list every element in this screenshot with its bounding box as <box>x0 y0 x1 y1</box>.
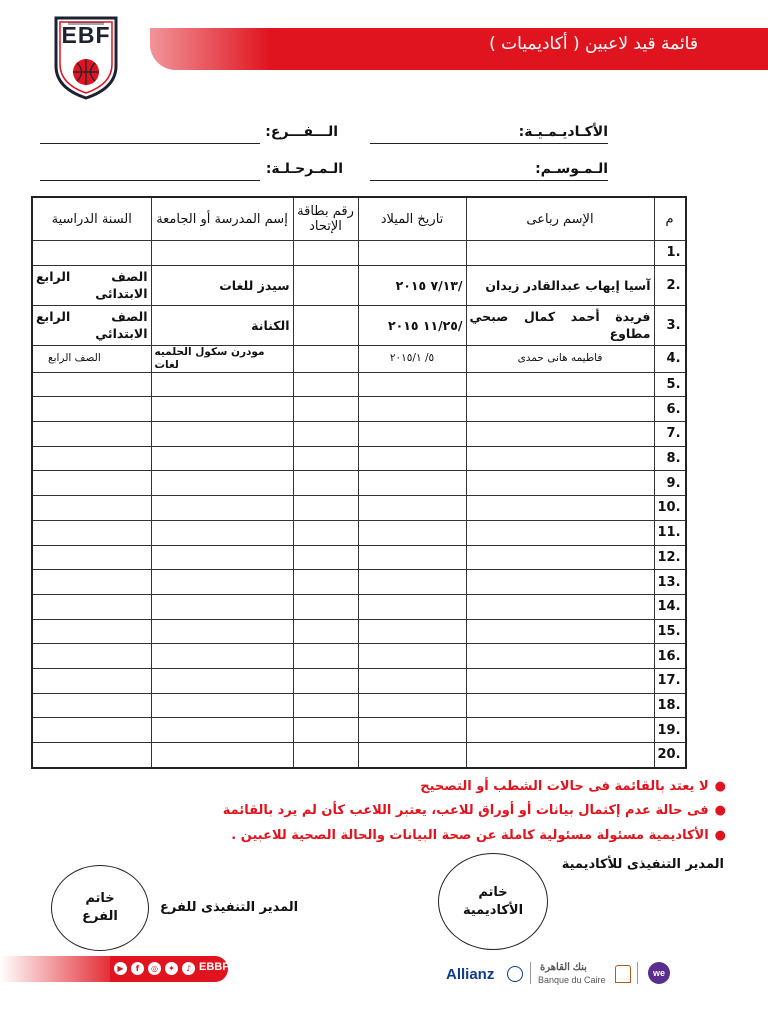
table-row <box>32 265 686 305</box>
row-index: .15 <box>654 619 686 644</box>
season-label: الـمـوسـم: <box>535 161 608 177</box>
birth-date-text: ٥/ ٢٠١٥/١ <box>389 352 435 365</box>
birth-date[interactable] <box>358 446 466 471</box>
birth-date[interactable] <box>358 668 466 693</box>
academy-label: الأكـاديـمـيـة: <box>518 124 608 140</box>
school-name[interactable] <box>151 718 293 743</box>
branch-director-label: المدير التنفيذى للفرع <box>160 900 299 915</box>
school-year[interactable] <box>32 668 151 693</box>
school-year[interactable] <box>32 471 151 496</box>
player-name[interactable] <box>466 397 654 422</box>
school-name[interactable] <box>151 446 293 471</box>
table-row <box>32 471 686 496</box>
school-name[interactable] <box>151 265 293 305</box>
header-year: السنة الدراسية <box>32 197 151 241</box>
school-year[interactable] <box>32 265 151 305</box>
row-index: .8 <box>654 446 686 471</box>
birth-date[interactable] <box>358 496 466 521</box>
branch-stamp: خاتم الفرع <box>51 865 149 951</box>
school-name[interactable] <box>151 520 293 545</box>
table-row <box>32 241 686 266</box>
player-name[interactable] <box>466 718 654 743</box>
school-name[interactable] <box>151 372 293 397</box>
school-year[interactable] <box>32 594 151 619</box>
player-name[interactable] <box>466 594 654 619</box>
school-name[interactable] <box>151 668 293 693</box>
player-name-text: فاطيمه هانى حمدى <box>517 352 603 365</box>
birth-date-text: /٧/١٣ ٢٠١٥ <box>395 277 463 293</box>
we-logo: we <box>648 962 670 984</box>
school-year[interactable] <box>32 545 151 570</box>
federation-card[interactable] <box>293 241 358 266</box>
birth-date[interactable] <box>358 345 466 372</box>
school-name-text: مودرن سكول الحلميه لغات <box>154 345 265 371</box>
sponsor-divider-2 <box>637 962 638 984</box>
player-name[interactable] <box>466 345 654 372</box>
school-name[interactable] <box>151 743 293 768</box>
school-year[interactable] <box>32 619 151 644</box>
table-row <box>32 644 686 669</box>
logo-text: EBF <box>61 22 111 48</box>
school-name[interactable] <box>151 619 293 644</box>
table-row <box>32 594 686 619</box>
school-year[interactable] <box>32 693 151 718</box>
school-year[interactable] <box>32 305 151 345</box>
school-name[interactable] <box>151 693 293 718</box>
school-year[interactable] <box>32 372 151 397</box>
players-table <box>31 196 687 769</box>
school-name[interactable] <box>151 545 293 570</box>
birth-date[interactable] <box>358 570 466 595</box>
school-name[interactable] <box>151 241 293 266</box>
player-name[interactable] <box>466 545 654 570</box>
birth-date[interactable] <box>358 305 466 345</box>
twitter-icon[interactable]: ✦ <box>165 962 178 975</box>
school-name-text: سيدز للغات <box>219 277 290 293</box>
school-year[interactable] <box>32 446 151 471</box>
birth-date[interactable] <box>358 619 466 644</box>
school-year[interactable] <box>32 743 151 768</box>
sponsor-divider <box>530 962 531 984</box>
school-name[interactable] <box>151 397 293 422</box>
table-row <box>32 743 686 768</box>
school-name[interactable] <box>151 345 293 372</box>
table-row <box>32 520 686 545</box>
header-school: إسم المدرسة أو الجامعة <box>151 197 293 241</box>
stage-field[interactable] <box>40 180 260 181</box>
footer-band-fade <box>0 956 112 982</box>
table-row <box>32 305 686 345</box>
birth-date[interactable] <box>358 545 466 570</box>
table-row <box>32 496 686 521</box>
school-year[interactable] <box>32 496 151 521</box>
player-name[interactable] <box>466 241 654 266</box>
federation-card[interactable] <box>293 570 358 595</box>
birth-date[interactable] <box>358 594 466 619</box>
birth-date[interactable] <box>358 397 466 422</box>
player-name[interactable] <box>466 305 654 345</box>
birth-date[interactable] <box>358 372 466 397</box>
birth-date[interactable] <box>358 693 466 718</box>
season-field[interactable] <box>370 180 608 181</box>
row-index: .1 <box>654 241 686 266</box>
school-year[interactable] <box>32 570 151 595</box>
player-name[interactable] <box>466 265 654 305</box>
school-year[interactable] <box>32 345 151 372</box>
player-name[interactable] <box>466 644 654 669</box>
table-row <box>32 446 686 471</box>
player-name[interactable] <box>466 372 654 397</box>
allianz-logo: Allianz <box>446 966 495 983</box>
player-name[interactable] <box>466 743 654 768</box>
instagram-icon[interactable]: ◎ <box>148 962 161 975</box>
federation-card[interactable] <box>293 265 358 305</box>
school-name[interactable] <box>151 422 293 447</box>
school-year-text: الصف الرابع الابتدائى <box>36 269 148 302</box>
row-index: .17 <box>654 668 686 693</box>
note-3: ●الأكاديمية مسئولة مسئولية كاملة عن صحة البيانات والحالة الصحية للاعبين . <box>231 828 726 843</box>
note-2: ●فى حالة عدم إكتمال بيانات أو أوراق للاعب، يعتبر اللاعب كأن لم يرد بالقائمة <box>222 803 726 818</box>
school-year-text: الصف الرابع <box>48 352 101 365</box>
school-name[interactable] <box>151 305 293 345</box>
player-name[interactable] <box>466 570 654 595</box>
federation-card[interactable] <box>293 693 358 718</box>
row-index: .7 <box>654 422 686 447</box>
school-year[interactable] <box>32 422 151 447</box>
player-name-text: آسيا إيهاب عبدالقادر زيدان <box>485 277 651 293</box>
row-index: .10 <box>654 496 686 521</box>
header-dob: تاريخ الميلاد <box>358 197 466 241</box>
federation-card[interactable] <box>293 471 358 496</box>
player-name[interactable] <box>466 496 654 521</box>
bank-name-en: Banque du Caire <box>538 975 606 985</box>
academy-field[interactable] <box>370 143 608 144</box>
social-handle: EBBFED <box>199 961 245 973</box>
table-row <box>32 570 686 595</box>
birth-date[interactable] <box>358 241 466 266</box>
player-name[interactable] <box>466 422 654 447</box>
branch-field[interactable] <box>40 143 260 144</box>
header-index: م <box>654 197 686 241</box>
table-row <box>32 545 686 570</box>
table-row <box>32 372 686 397</box>
federation-card[interactable] <box>293 496 358 521</box>
player-name[interactable] <box>466 619 654 644</box>
table-row <box>32 345 686 372</box>
bank-name-ar: بنك القاهرة <box>540 962 587 973</box>
row-index: .11 <box>654 520 686 545</box>
school-year-text: الصف الرابع الابتدائي <box>36 309 148 342</box>
row-index: .19 <box>654 718 686 743</box>
federation-card[interactable] <box>293 305 358 345</box>
federation-card[interactable] <box>293 718 358 743</box>
table-row <box>32 397 686 422</box>
player-name[interactable] <box>466 446 654 471</box>
facebook-icon[interactable]: f <box>131 962 144 975</box>
school-year[interactable] <box>32 397 151 422</box>
federation-card[interactable] <box>293 545 358 570</box>
federation-card[interactable] <box>293 619 358 644</box>
table-row <box>32 693 686 718</box>
youtube-icon[interactable]: ▶ <box>114 962 127 975</box>
school-name-text: الكنانة <box>251 317 290 333</box>
row-index: .13 <box>654 570 686 595</box>
row-index: .20 <box>654 743 686 768</box>
row-index: .5 <box>654 372 686 397</box>
table-row <box>32 619 686 644</box>
allianz-icon <box>507 966 523 982</box>
tiktok-icon[interactable]: ♪ <box>182 962 195 975</box>
birth-date[interactable] <box>358 718 466 743</box>
school-name[interactable] <box>151 471 293 496</box>
birth-date[interactable] <box>358 471 466 496</box>
row-index: .4 <box>654 345 686 372</box>
birth-date[interactable] <box>358 520 466 545</box>
row-index: .16 <box>654 644 686 669</box>
birth-date[interactable] <box>358 265 466 305</box>
academy-director-label: المدير التنفيذى للأكاديمية <box>561 857 724 872</box>
school-name[interactable] <box>151 496 293 521</box>
row-index: .14 <box>654 594 686 619</box>
academy-stamp: خاتم الأكاديمية <box>438 853 548 950</box>
note-1: ●لا يعتد بالقائمة فى حالات الشطب أو التصحيح <box>420 779 726 794</box>
player-name[interactable] <box>466 668 654 693</box>
birth-date-text: /١١/٢٥ ٢٠١٥ <box>387 317 463 333</box>
federation-card[interactable] <box>293 668 358 693</box>
federation-card[interactable] <box>293 345 358 372</box>
stage-label: الـمـرحـلـة: <box>265 161 343 177</box>
federation-card[interactable] <box>293 520 358 545</box>
table-header-row <box>32 197 686 241</box>
page-title: قائمة قيد لاعبين ( أكاديميات ) <box>489 34 698 54</box>
school-name[interactable] <box>151 644 293 669</box>
federation-card[interactable] <box>293 594 358 619</box>
player-name[interactable] <box>466 471 654 496</box>
row-index: .3 <box>654 305 686 345</box>
federation-card[interactable] <box>293 397 358 422</box>
federation-card[interactable] <box>293 743 358 768</box>
school-year[interactable] <box>32 520 151 545</box>
birth-date[interactable] <box>358 422 466 447</box>
table-row <box>32 718 686 743</box>
table-row <box>32 422 686 447</box>
school-name[interactable] <box>151 594 293 619</box>
header-card: رقم بطاقة الإتحاد <box>293 197 358 241</box>
branch-label: الـــفـــرع: <box>265 124 338 140</box>
row-index: .12 <box>654 545 686 570</box>
birth-date[interactable] <box>358 644 466 669</box>
federation-card[interactable] <box>293 422 358 447</box>
school-name[interactable] <box>151 570 293 595</box>
row-index: .9 <box>654 471 686 496</box>
bank-icon <box>615 965 631 983</box>
row-index: .18 <box>654 693 686 718</box>
row-index: .6 <box>654 397 686 422</box>
birth-date[interactable] <box>358 743 466 768</box>
school-year[interactable] <box>32 241 151 266</box>
federation-card[interactable] <box>293 446 358 471</box>
school-year[interactable] <box>32 718 151 743</box>
school-year[interactable] <box>32 644 151 669</box>
player-name-text: فريدة أحمد كمال صبحي مطاوع <box>469 309 651 342</box>
federation-card[interactable] <box>293 372 358 397</box>
table-row <box>32 668 686 693</box>
player-name[interactable] <box>466 693 654 718</box>
player-name[interactable] <box>466 520 654 545</box>
federation-card[interactable] <box>293 644 358 669</box>
header-name: الإسم رباعى <box>466 197 654 241</box>
row-index: .2 <box>654 265 686 305</box>
